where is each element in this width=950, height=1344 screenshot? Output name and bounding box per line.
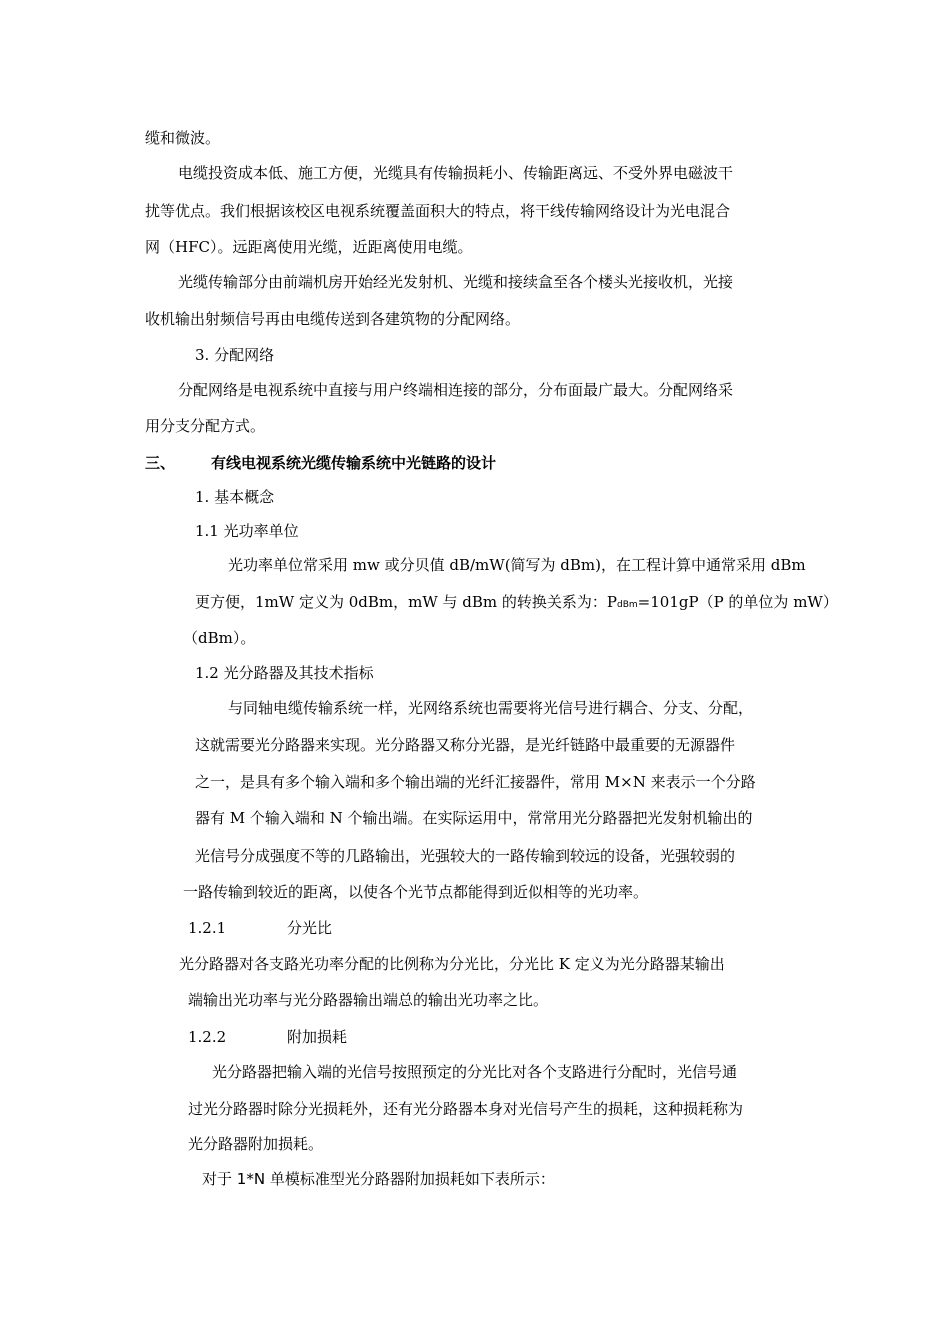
text-line: 这就需要光分路器来实现。光分路器又称分光器，是光纤链路中最重要的无源器件	[195, 736, 736, 754]
subsection-title: 附加损耗	[287, 1028, 348, 1046]
section-heading: 3. 分配网络	[195, 346, 275, 364]
text-line: 光分路器附加损耗。	[188, 1135, 324, 1153]
text-line	[195, 592, 838, 615]
text-line: 缆和微波。	[145, 129, 221, 147]
text-line: 光信号分成强度不等的几路输出，光强较大的一路传输到较远的设备，光强较弱的	[195, 847, 736, 865]
subsection-title: 分光比	[287, 919, 333, 937]
text-line: 网（HFC）。远距离使用光缆，近距离使用电缆。	[145, 238, 473, 256]
section-heading: 1. 基本概念	[195, 488, 275, 506]
text-line: （dBm）。	[183, 629, 256, 647]
text-segment: 更方便，1mW 定义为 0dBm，mW 与 dBm 的转换关系为：P	[195, 593, 618, 611]
subscript: dBm	[617, 600, 638, 610]
text-line: 电缆投资成本低、施工方便，光缆具有传输损耗小、传输距离远、不受外界电磁波干	[178, 164, 734, 182]
text-line: 与同轴电缆传输系统一样，光网络系统也需要将光信号进行耦合、分支、分配，	[228, 699, 754, 717]
chapter-number: 三、	[145, 454, 176, 472]
subsection-heading: 1.2 光分路器及其技术指标	[195, 664, 374, 682]
chapter-title: 有线电视系统光缆传输系统中光链路的设计	[211, 454, 497, 472]
text-segment: =101gP（P 的单位为 mW）	[637, 593, 838, 611]
text-line: 光分路器把输入端的光信号按照预定的分光比对各个支路进行分配时，光信号通	[212, 1063, 738, 1081]
subsection-number: 1.2.2	[188, 1028, 227, 1046]
text-segment: 单模标准型光分路器附加损耗如下表所示：	[265, 1170, 555, 1188]
text-line: 扰等优点。我们根据该校区电视系统覆盖面积大的特点，将干线传输网络设计为光电混合	[145, 202, 731, 220]
subsection-number: 1.2.1	[188, 919, 227, 937]
text-line: 器有 M 个输入端和 N 个输出端。在实际运用中，常常用光分路器把光发射机输出的	[195, 809, 753, 827]
text-segment: 对于	[202, 1170, 237, 1188]
text-line: 分配网络是电视系统中直接与用户终端相连接的部分，分布面最广最大。分配网络采	[178, 381, 734, 399]
text-line: 过光分路器时除分光损耗外，还有光分路器本身对光信号产生的损耗，这种损耗称为	[188, 1100, 744, 1118]
text-line: 收机输出射频信号再由电缆传送到各建筑物的分配网络。	[145, 310, 521, 328]
text-line: 一路传输到较近的距离，以使各个光节点都能得到近似相等的光功率。	[183, 883, 649, 901]
text-segment: 1*N	[236, 1170, 266, 1188]
text-line: 光分路器对各支路光功率分配的比例称为分光比，分光比 K 定义为光分路器某输出	[179, 955, 725, 973]
text-line: 光功率单位常采用 mw 或分贝值 dB/mW(简写为 dBm)，在工程计算中通常采用 dBm	[228, 556, 806, 574]
text-line	[202, 1169, 555, 1189]
subsection-heading: 1.1 光功率单位	[195, 522, 299, 540]
text-line: 光缆传输部分由前端机房开始经光发射机、光缆和接续盒至各个楼头光接收机，光接	[178, 273, 734, 291]
text-line: 之一，是具有多个输入端和多个输出端的光纤汇接器件，常用 M×N 来表示一个分路	[195, 773, 756, 791]
text-line: 端输出光功率与光分路器输出端总的输出光功率之比。	[188, 991, 549, 1009]
text-line: 用分支分配方式。	[145, 417, 266, 435]
